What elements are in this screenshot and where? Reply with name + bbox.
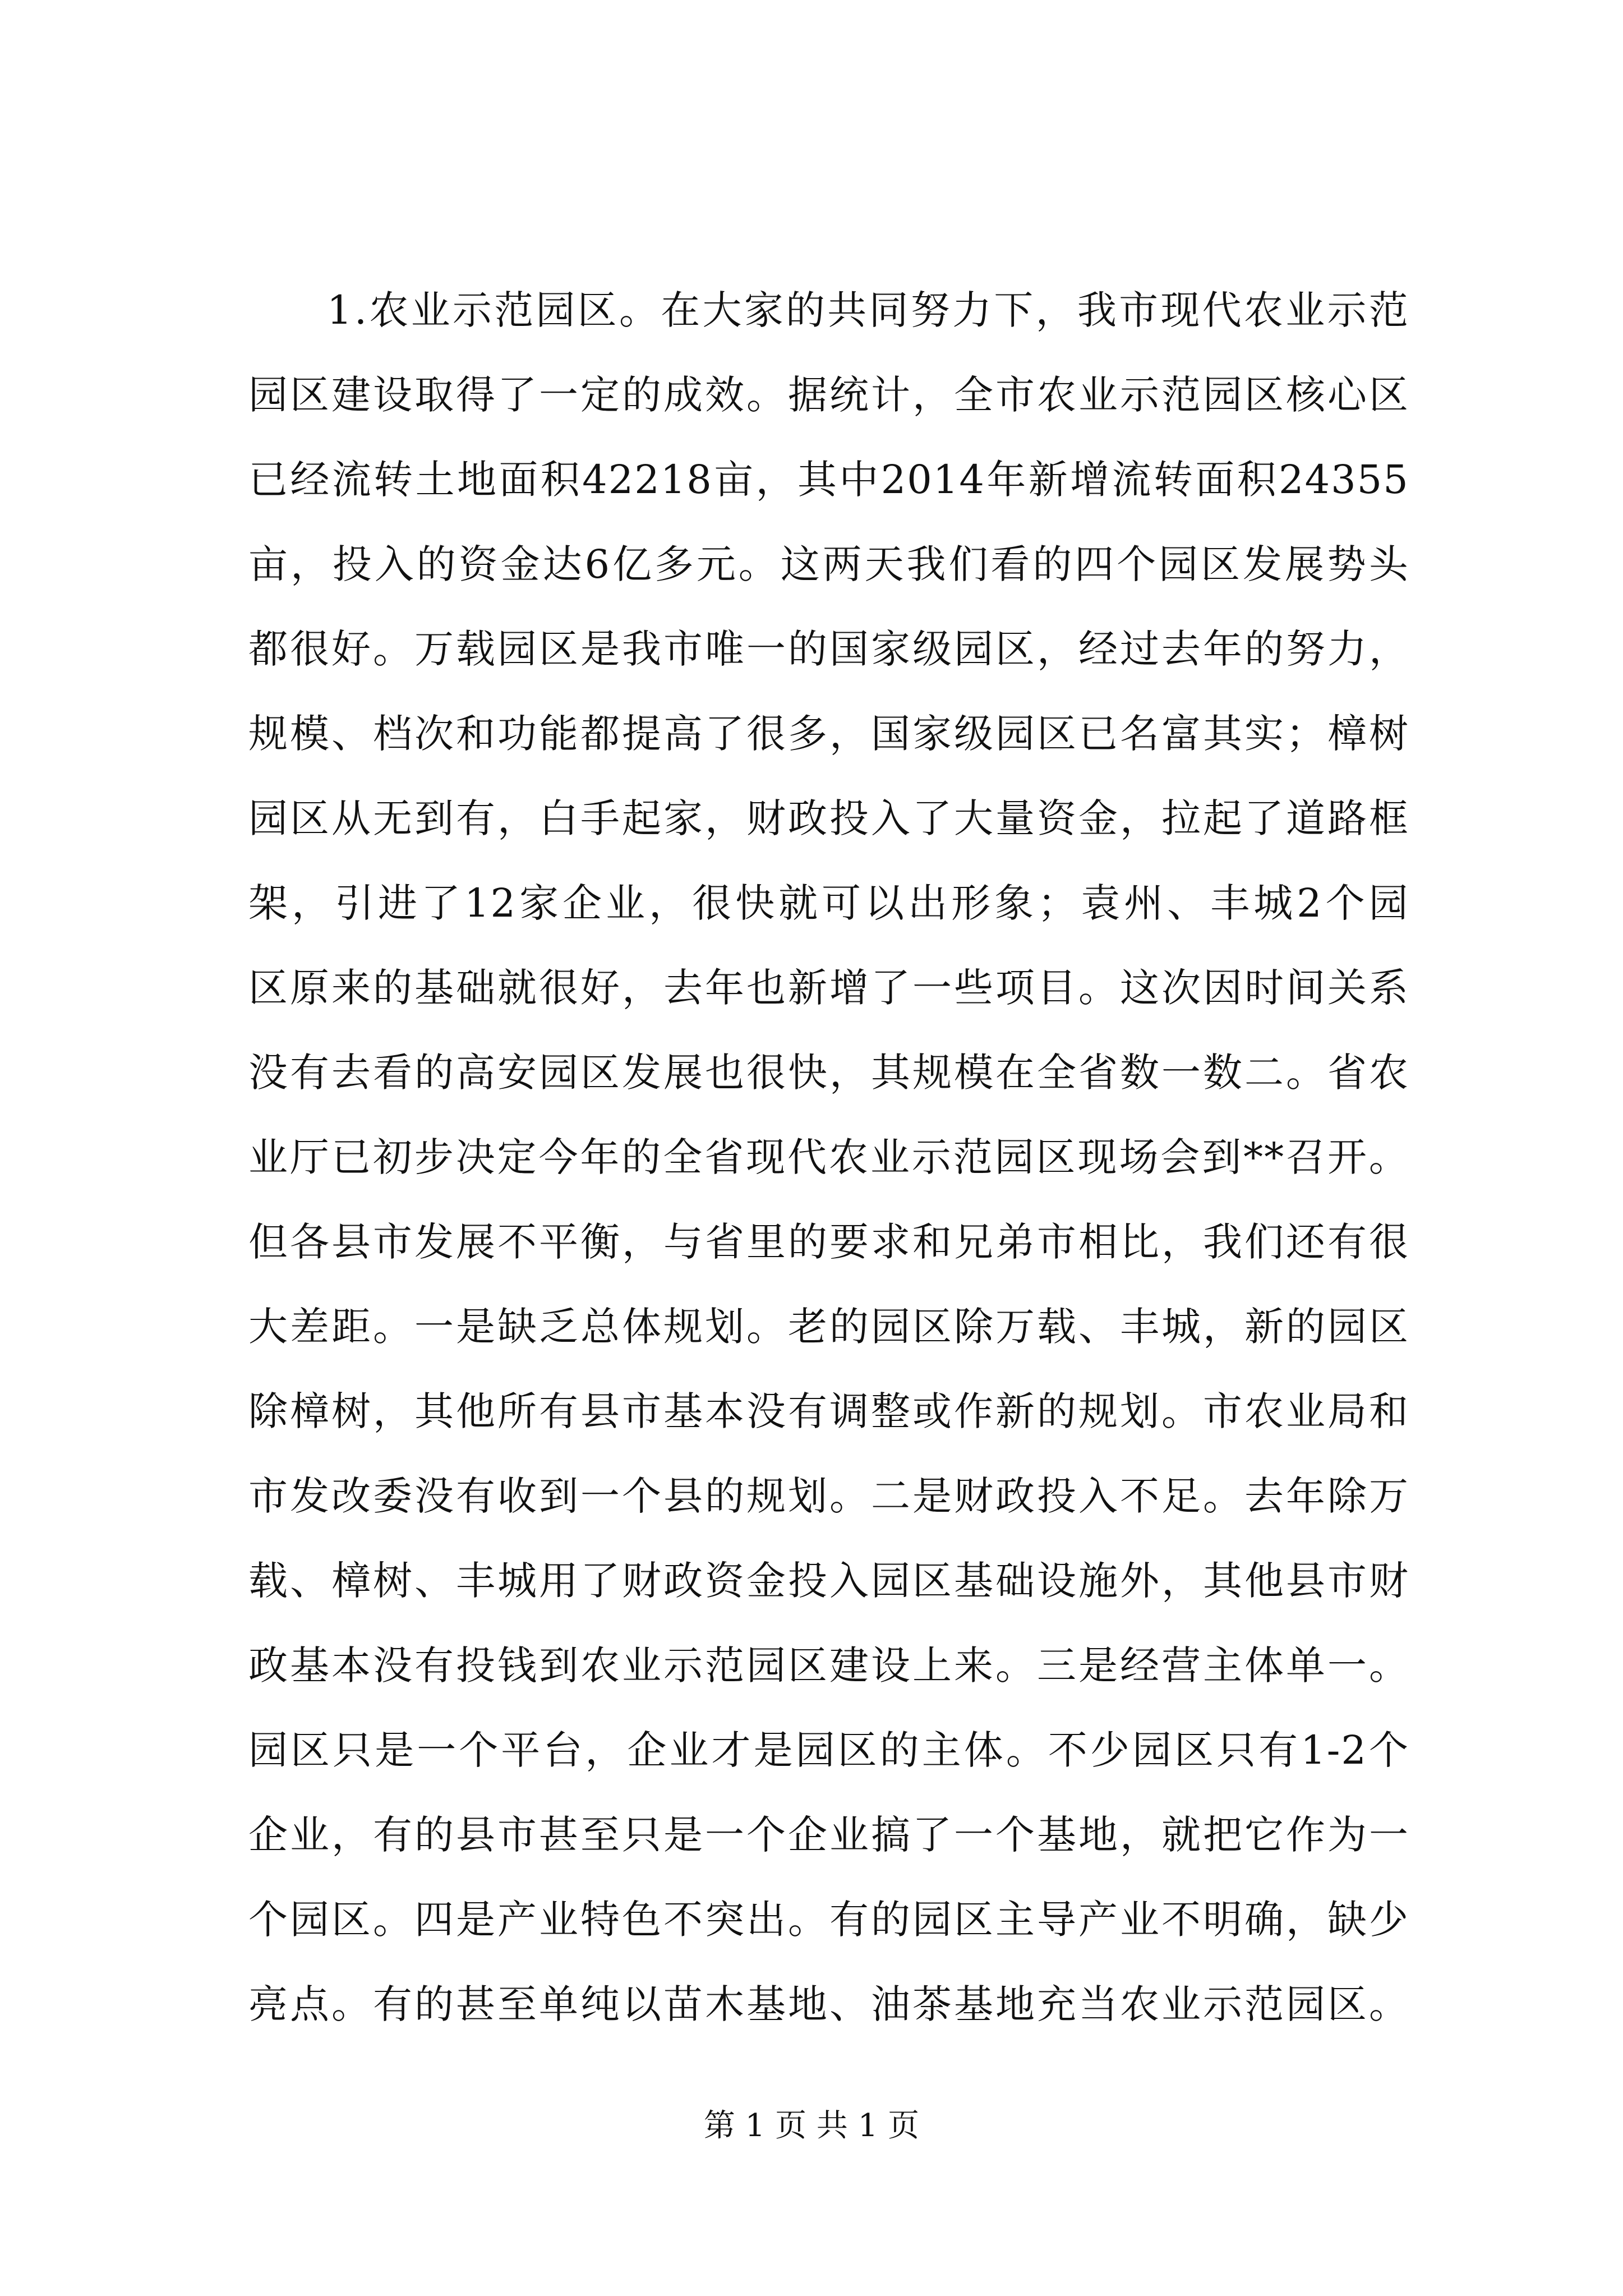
text-line: 园 区 只 是 一 个 平 台 ， 企 业 才 是 园 区 的 主 体 。 不 少 园 区 只 有 1-2 个: [248, 1727, 1409, 1773]
text-line: 区 原 来 的 基 础 就 很 好 ， 去 年 也 新 增 了 一 些 项 目 。 这 次 因 时 间 关 系: [248, 965, 1409, 1011]
text-line: 大 差 距 。 一 是 缺 乏 总 体 规 划 。 老 的 园 区 除 万 载 、 丰 城 ， 新 的 园 区: [248, 1304, 1409, 1350]
text-line: 政 基 本 没 有 投 钱 到 农 业 示 范 园 区 建 设 上 来 。 三 是 经 营 主 体 单 一 。: [248, 1642, 1409, 1688]
text-line: 规 模 、 档 次 和 功 能 都 提 高 了 很 多 ， 国 家 级 园 区 已 名 富 其 实 ； 樟 树: [248, 711, 1409, 757]
text-line: 但 各 县 市 发 展 不 平 衡 ， 与 省 里 的 要 求 和 兄 弟 市 相 比 ， 我 们 还 有 很: [248, 1219, 1409, 1265]
text-line: 没 有 去 看 的 高 安 园 区 发 展 也 很 快 ， 其 规 模 在 全 省 数 一 数 二 。 省 农: [248, 1050, 1409, 1096]
text-line: 企 业 ， 有 的 县 市 甚 至 只 是 一 个 企 业 搞 了 一 个 基 地 ， 就 把 它 作 为 一: [248, 1812, 1409, 1858]
text-line: 1 . 农 业 示 范 园 区 。 在 大 家 的 共 同 努 力 下 ， 我 市 现 代 农 业 示 范: [327, 287, 1409, 333]
text-line: 已 经 流 转 土 地 面 积 42218 亩 ， 其 中 2014 年 新 增 流 转 面 积 24355: [248, 457, 1409, 503]
page-footer: [0, 2101, 1623, 2146]
page-number-label: 第 1 页 共 1 页: [703, 2108, 920, 2144]
text-line: 个 园 区 。 四 是 产 业 特 色 不 突 出 。 有 的 园 区 主 导 产 业 不 明 确 ， 缺 少: [248, 1897, 1409, 1943]
body-paragraph: [248, 268, 1409, 2047]
text-line: 都 很 好 。 万 载 园 区 是 我 市 唯 一 的 国 家 级 园 区 ， 经 过 去 年 的 努 力 ，: [248, 626, 1409, 672]
text-line: 市 发 改 委 没 有 收 到 一 个 县 的 规 划 。 二 是 财 政 投 入 不 足 。 去 年 除 万: [248, 1473, 1409, 1519]
text-line: 园 区 从 无 到 有 ， 白 手 起 家 ， 财 政 投 入 了 大 量 资 金 ， 拉 起 了 道 路 框: [248, 795, 1409, 841]
text-line: 除 樟 树 ， 其 他 所 有 县 市 基 本 没 有 调 整 或 作 新 的 规 划 。 市 农 业 局 和: [248, 1388, 1409, 1434]
text-line: 亩 ， 投 入 的 资 金 达 6 亿 多 元 。 这 两 天 我 们 看 的 四 个 园 区 发 展 势 头: [248, 541, 1409, 587]
text-line: 载 、 樟 树 、 丰 城 用 了 财 政 资 金 投 入 园 区 基 础 设 施 外 ， 其 他 县 市 财: [248, 1558, 1409, 1604]
text-line: 业 厅 已 初 步 决 定 今 年 的 全 省 现 代 农 业 示 范 园 区 现 场 会 到 ** 召 开 。: [248, 1134, 1409, 1180]
text-line: 亮 点 。 有 的 甚 至 单 纯 以 苗 木 基 地 、 油 茶 基 地 充 当 农 业 示 范 园 区 。: [248, 1981, 1409, 2027]
text-line: 架 ， 引 进 了 12 家 企 业 ， 很 快 就 可 以 出 形 象 ； 袁 州 、 丰 城 2 个 园: [248, 880, 1409, 926]
text-line: 园 区 建 设 取 得 了 一 定 的 成 效 。 据 统 计 ， 全 市 农 业 示 范 园 区 核 心 区: [248, 372, 1409, 418]
